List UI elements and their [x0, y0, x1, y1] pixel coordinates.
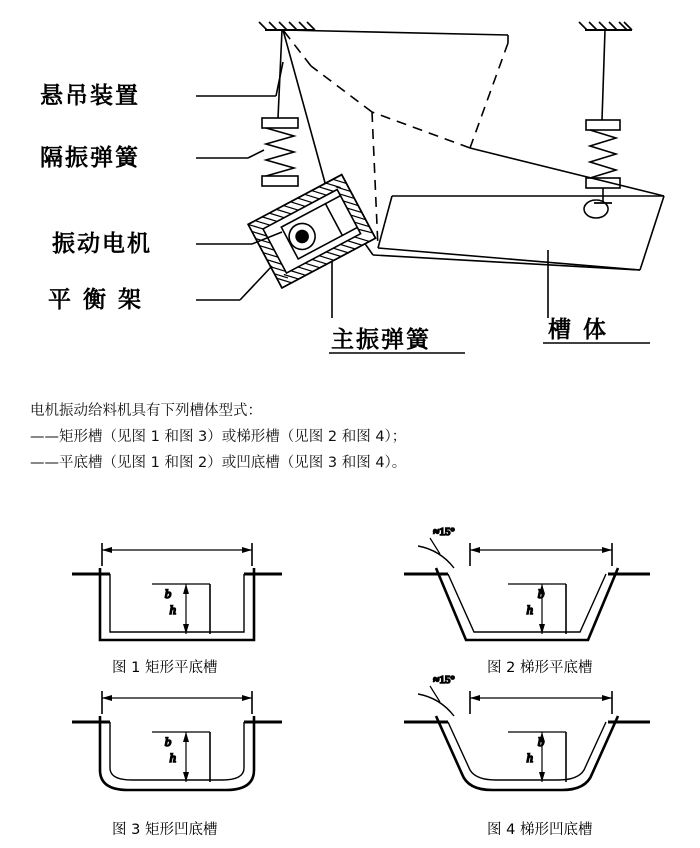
body-line-3: ——平底槽（见图 1 和图 2）或凹底槽（见图 3 和图 4）。: [30, 455, 407, 471]
fig4-angle: ≈15°: [433, 674, 455, 686]
body-line-1: 电机振动给料机具有下列槽体型式：: [30, 403, 262, 419]
fig1-dim-h: h: [169, 602, 176, 617]
label-isolation-spring: 隔振弹簧: [40, 145, 140, 171]
label-main-spring: 主振弹簧: [331, 327, 431, 353]
fig4-dim-h: h: [526, 750, 533, 765]
fig1-shape: [72, 543, 282, 640]
fig2-shape: [404, 538, 650, 640]
fig2-caption: 图 2 梯形平底槽: [487, 660, 593, 676]
fig4-shape: [404, 686, 650, 790]
fig3-dim-h: h: [169, 750, 176, 765]
trough-sections-svg: [0, 508, 700, 848]
top-assembly-figure: [0, 0, 700, 390]
label-vibration-motor: 振动电机: [52, 231, 152, 257]
label-trough-body: 槽 体: [548, 317, 609, 343]
fig3-shape: [72, 691, 282, 790]
fig2-dim-h: h: [526, 602, 533, 617]
fig4-dim-b: b: [537, 734, 545, 749]
body-line-2: ——矩形槽（见图 1 和图 3）或梯形槽（见图 2 和图 4）；: [30, 429, 407, 445]
label-suspension: 悬吊装置: [40, 83, 140, 109]
body-text-block: [30, 398, 670, 476]
label-balance-frame: 平 衡 架: [48, 287, 144, 313]
top-assembly-svg: [0, 0, 700, 390]
fig4-caption: 图 4 梯形凹底槽: [487, 822, 593, 838]
trough-sections-block: [0, 508, 700, 848]
fig2-angle: ≈15°: [433, 526, 455, 538]
fig3-dim-b: b: [164, 734, 172, 749]
fig1-dim-b: b: [164, 586, 172, 601]
fig2-dim-b: b: [537, 586, 545, 601]
fig3-caption: 图 3 矩形凹底槽: [112, 822, 218, 838]
fig1-caption: 图 1 矩形平底槽: [112, 660, 218, 676]
